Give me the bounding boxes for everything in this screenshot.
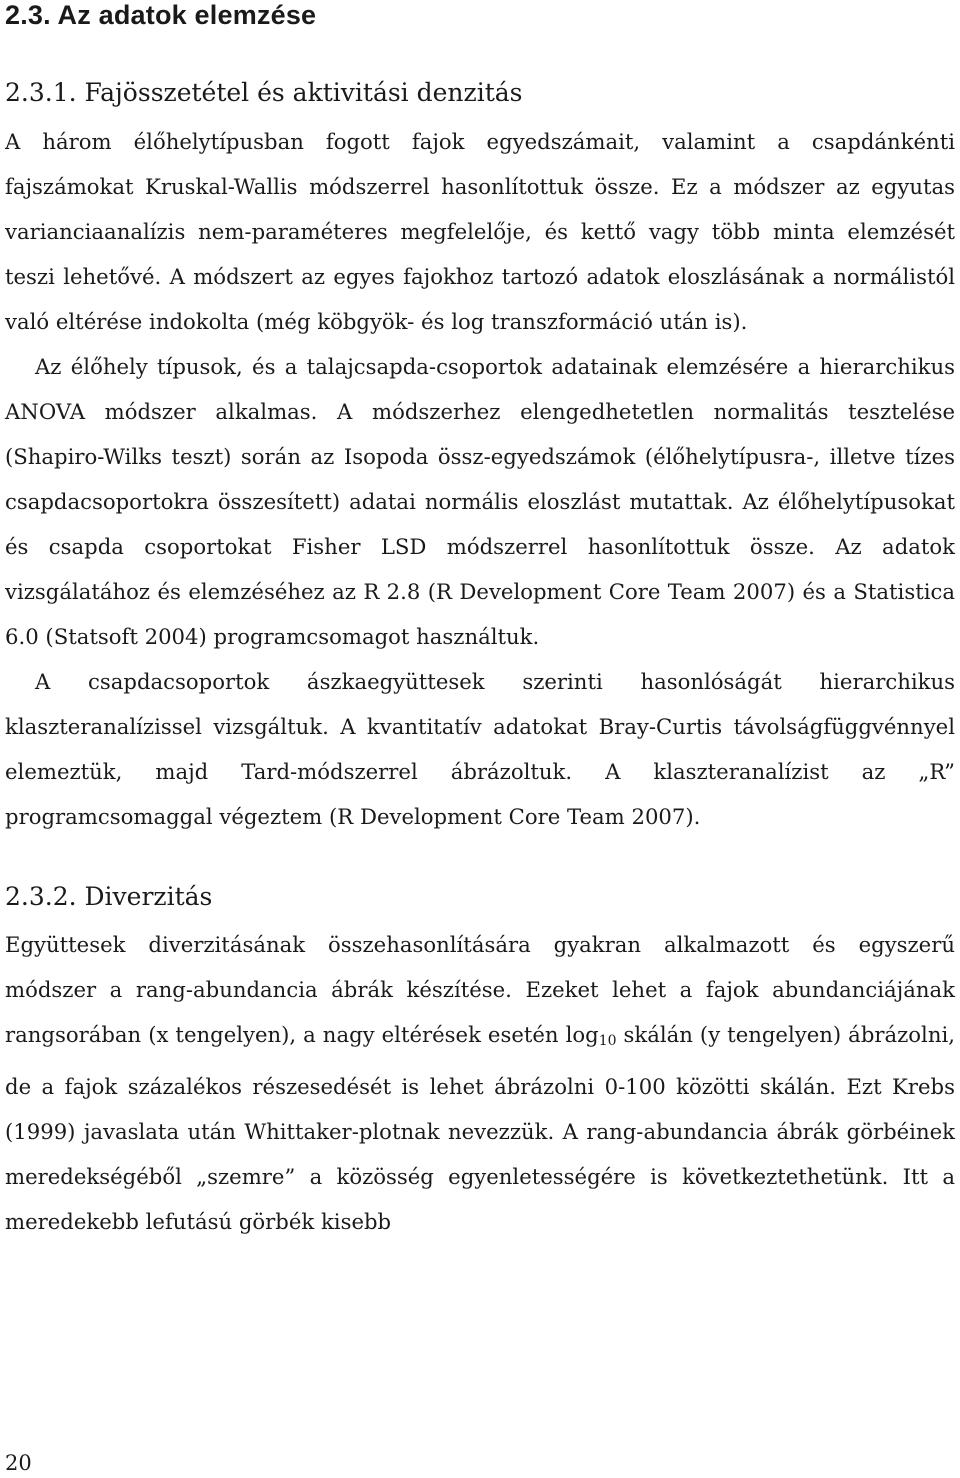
- paragraph-4-text-b: skálán (y tengelyen) ábrázolni, de a fajok százalékos részesedését is lehet ábrázolni 0-100 közötti skálán. Ezt Krebs (1999) javaslata után Whittaker-plotnak nevezzük. A rang-abundancia ábrák görbéinek meredekségéből „szemre” a közösség egyenletességére is következtethetünk. Itt a meredekebb lefutású görbék kisebb: [5, 1022, 955, 1234]
- document-page: [5, 0, 955, 1244]
- paragraph-4: [5, 922, 955, 1244]
- paragraph-1: A három élőhelytípusban fogott fajok egyedszámait, valamint a csapdánkénti fajszámokat Kruskal-Wallis módszerrel hasonlítottuk össze. Ez a módszer az egyutas varianciaanalízis nem-paraméteres megfelelője, és kettő vagy több minta elemzését teszi lehetővé. A módszert az egyes fajokhoz tartozó adatok eloszlásának a normálistól való eltérése indokolta (még köbgyök- és log transzformáció után is).: [5, 129, 955, 334]
- paragraph-3: [5, 659, 955, 839]
- subsection-heading-2: 2.3.2. Diverzitás: [5, 882, 213, 911]
- log-subscript: 10: [598, 1033, 617, 1049]
- paragraph-2: [5, 344, 955, 659]
- subsection-heading-1: 2.3.1. Fajösszetétel és aktivitási denzitás: [5, 78, 523, 107]
- paragraph-4-text-a: Együttesek diverzitásának összehasonlítására gyakran alkalmazott és egyszerű módszer a rang-abundancia ábrák készítése. Ezeket lehet a fajok abundanciájának rangsorában (x tengelyen), a nagy eltérések esetén log: [5, 932, 955, 1047]
- page-number: 20: [5, 1451, 32, 1475]
- section-heading: 2.3. Az adatok elemzése: [5, 0, 317, 30]
- paragraph-3-text: A csapdacsoportok ászkaegyüttesek szerinti hasonlóságát hierarchikus klaszteranalízissel vizsgáltuk. A kvantitatív adatokat Bray-Curtis távolságfüggvénnyel elemeztük, majd Tard-módszerrel ábrázoltuk. A klaszteranalízist az „R” programcsomaggal végeztem (R Development Core Team 2007).: [5, 669, 955, 829]
- paragraph-2-text: Az élőhely típusok, és a talajcsapda-csoportok adatainak elemzésére a hierarchikus ANOVA módszer alkalmas. A módszerhez elengedhetetlen normalitás tesztelése (Shapiro-Wilks teszt) során az Isopoda össz-egyedszámok (élőhelytípusra-, illetve tízes csapdacsoportokra összesített) adatai normális eloszlást mutattak. Az élőhelytípusokat és csapda csoportokat Fisher LSD módszerrel hasonlítottuk össze. Az adatok vizsgálatához és elemzéséhez az R 2.8 (R Development Core Team 2007) és a Statistica 6.0 (Statsoft 2004) programcsomagot használtuk.: [5, 354, 955, 649]
